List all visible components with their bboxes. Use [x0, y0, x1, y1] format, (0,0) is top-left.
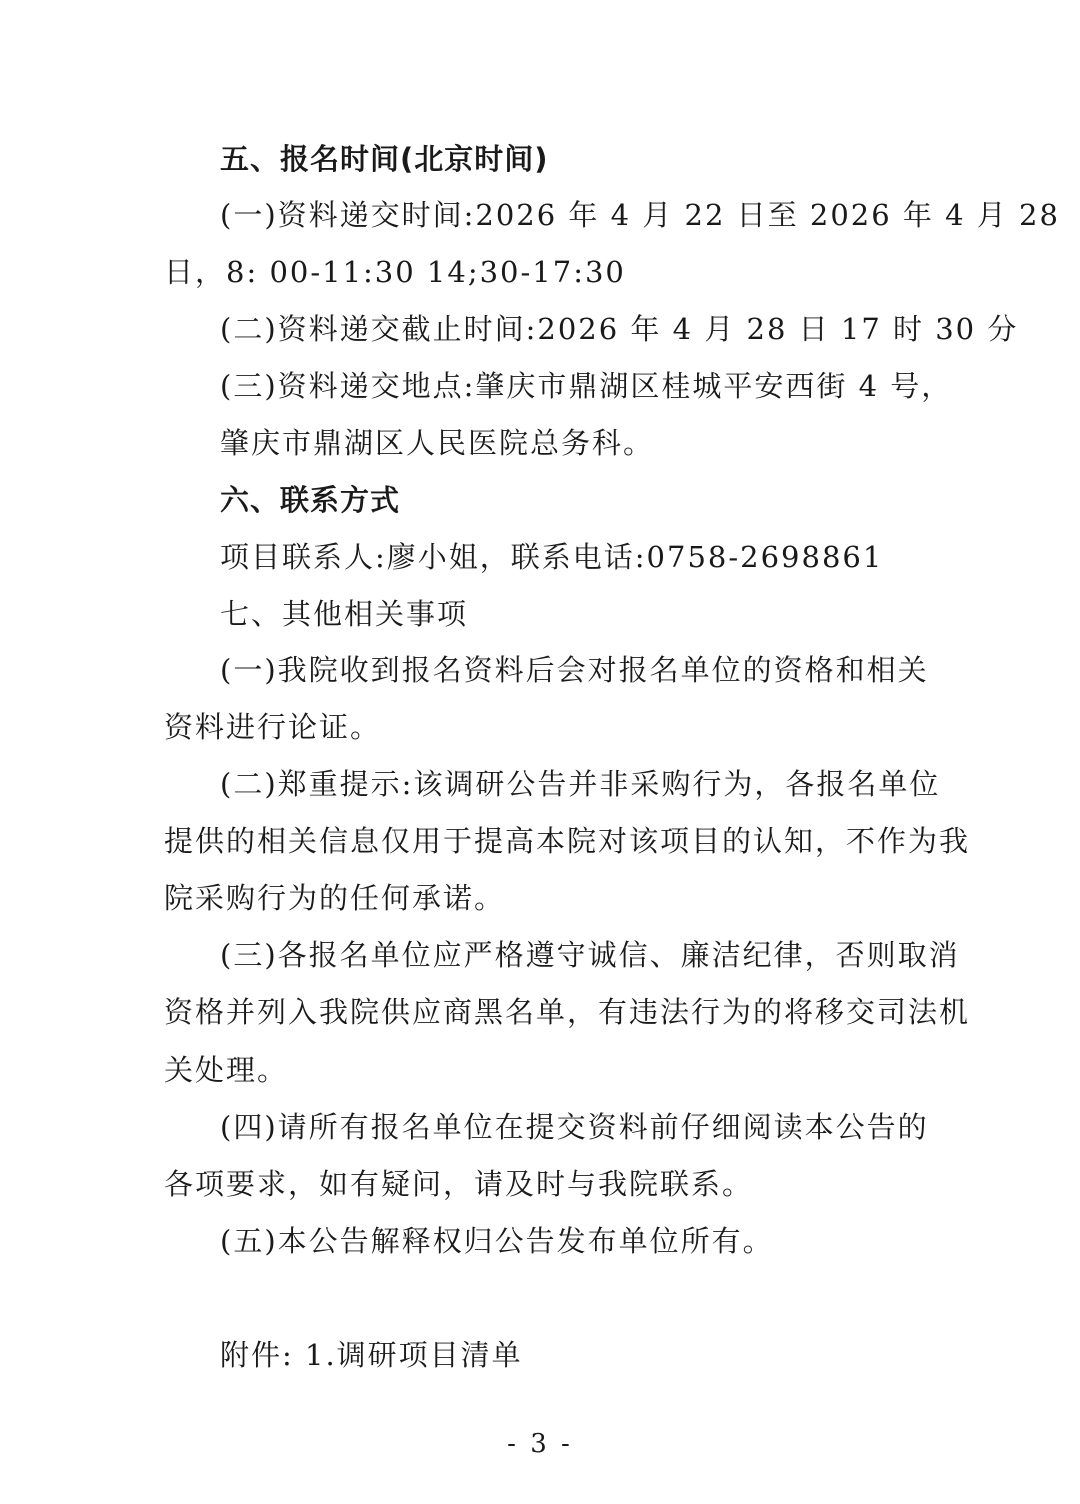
submission-location-line: (三)资料递交地点:肇庆市鼎湖区桂城平安西街 4 号， [220, 369, 953, 403]
item-2-line-1: (二)郑重提示:该调研公告并非采购行为，各报名单位 [220, 767, 941, 801]
item-3-line-1: (三)各报名单位应严格遵守诚信、廉洁纪律，否则取消 [220, 938, 960, 972]
page-number: - 3 - [507, 1429, 573, 1459]
section-7-heading: 七、其他相关事项 [220, 597, 469, 631]
item-2-line-3: 院采购行为的任何承诺。 [164, 881, 506, 915]
item-2-line-2: 提供的相关信息仅用于提高本院对该项目的认知，不作为我 [164, 824, 971, 858]
item-3-line-2: 资格并列入我院供应商黑名单，有违法行为的将移交司法机 [164, 995, 971, 1029]
section-6-heading: 六、联系方式 [220, 483, 401, 517]
submission-hours-line: 日，8: 00-11:30 14;30-17:30 [164, 255, 626, 289]
item-1-line-2: 资料进行论证。 [164, 710, 382, 744]
section-5-heading: 五、报名时间(北京时间) [220, 142, 549, 176]
submission-time-line: (一)资料递交时间:2026 年 4 月 22 日至 2026 年 4 月 28 [220, 198, 1060, 232]
item-4-line-1: (四)请所有报名单位在提交资料前仔细阅读本公告的 [220, 1110, 929, 1144]
contact-line: 项目联系人:廖小姐，联系电话:0758-2698861 [220, 540, 884, 574]
submission-location-continued: 肇庆市鼎湖区人民医院总务科。 [220, 426, 655, 460]
item-5-line: (五)本公告解释权归公告发布单位所有。 [220, 1224, 774, 1258]
item-4-line-2: 各项要求，如有疑问，请及时与我院联系。 [164, 1167, 754, 1201]
submission-deadline-line: (二)资料递交截止时间:2026 年 4 月 28 日 17 时 30 分 [220, 312, 1019, 346]
attachment-line: 附件: 1.调研项目清单 [220, 1338, 523, 1372]
item-3-line-3: 关处理。 [164, 1053, 289, 1087]
item-1-line-1: (一)我院收到报名资料后会对报名单位的资格和相关 [220, 653, 929, 687]
